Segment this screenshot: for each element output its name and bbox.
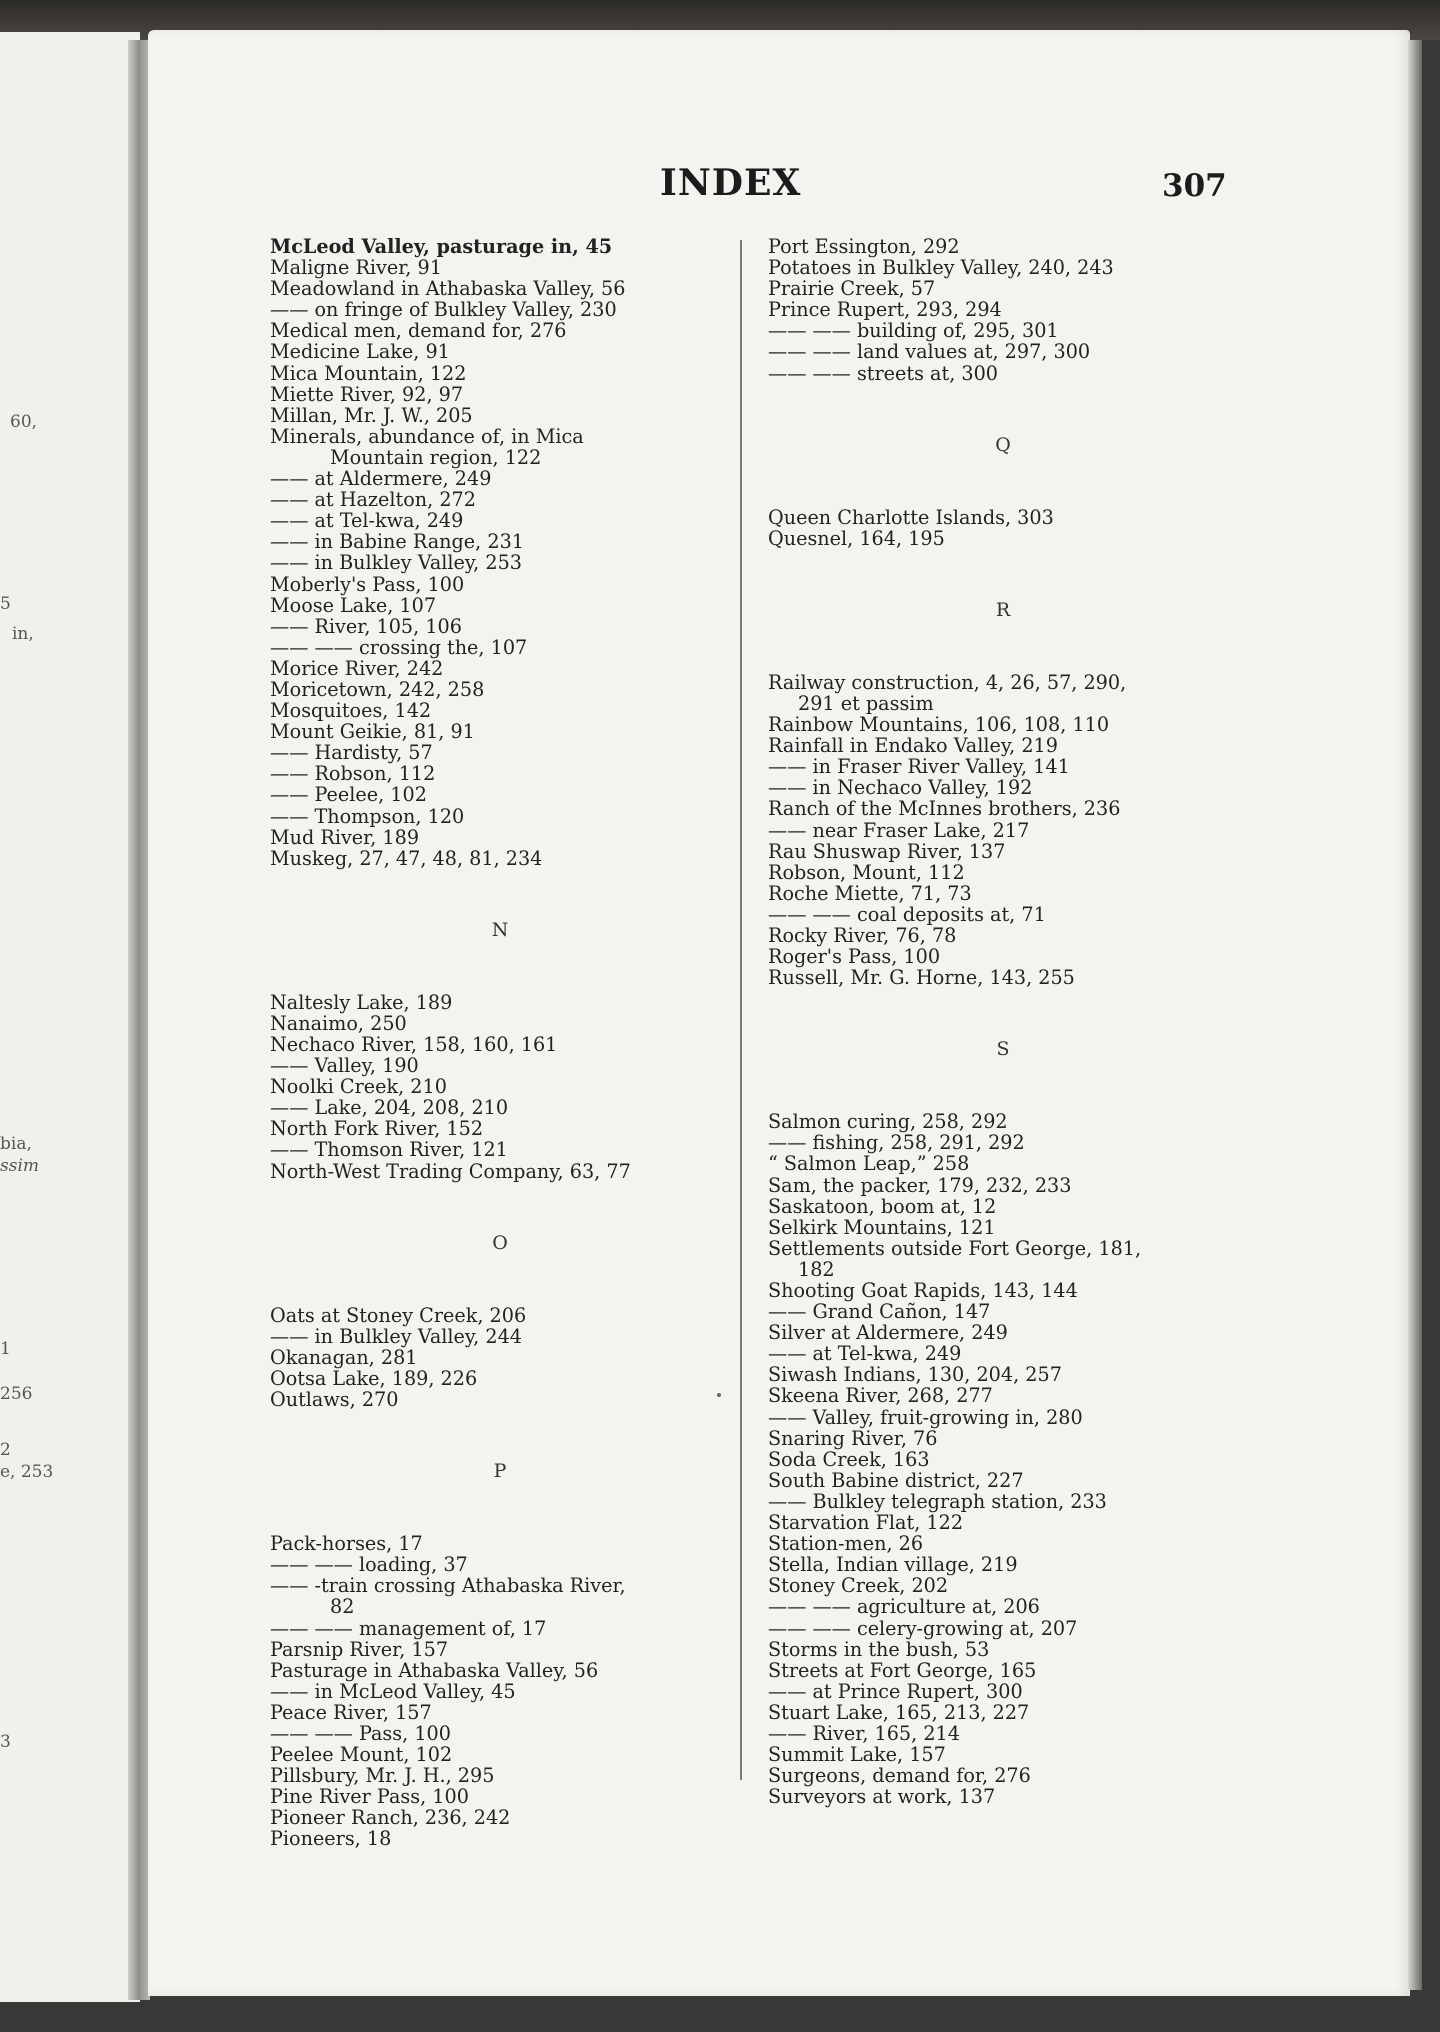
index-entry: Snaring River, 76 bbox=[768, 1426, 938, 1450]
index-entry: Queen Charlotte Islands, 303 bbox=[768, 505, 1054, 529]
index-entry: Morice River, 242 bbox=[270, 656, 444, 680]
index-entry: —— —— streets at, 300 bbox=[768, 361, 999, 385]
facing-page-text: e, 253 bbox=[0, 1462, 54, 1482]
section-letter: R bbox=[995, 598, 1011, 621]
index-entry: Quesnel, 164, 195 bbox=[768, 526, 945, 550]
index-entry: Outlaws, 270 bbox=[270, 1388, 399, 1412]
index-entry: Medical men, demand for, 276 bbox=[270, 319, 567, 343]
index-entry: —— -train crossing Athabaska River, bbox=[270, 1574, 626, 1598]
index-entry: Saskatoon, boom at, 12 bbox=[768, 1194, 997, 1218]
index-entry: Noolki Creek, 210 bbox=[270, 1075, 447, 1099]
index-entry: Russell, Mr. G. Horne, 143, 255 bbox=[768, 966, 1075, 990]
index-entry: Skeena River, 268, 277 bbox=[768, 1384, 993, 1408]
section-letter: Q bbox=[995, 433, 1011, 456]
index-entry: Peace River, 157 bbox=[270, 1700, 432, 1724]
index-entry: Railway construction, 4, 26, 57, 290, bbox=[768, 670, 1127, 694]
index-entry: 82 bbox=[330, 1595, 355, 1619]
index-entry: Mosquitoes, 142 bbox=[270, 699, 432, 723]
index-entry: McLeod Valley, pasturage in, 45 bbox=[270, 235, 613, 258]
index-entry: Ranch of the McInnes brothers, 236 bbox=[768, 797, 1121, 821]
index-entry: Roger's Pass, 100 bbox=[768, 945, 941, 969]
index-entry: Surveyors at work, 137 bbox=[768, 1785, 996, 1809]
index-entry: —— in Babine Range, 231 bbox=[270, 530, 524, 554]
index-entry: Selkirk Mountains, 121 bbox=[768, 1215, 996, 1239]
facing-page-text: 60, bbox=[10, 412, 38, 432]
index-entry: Roche Miette, 71, 73 bbox=[768, 881, 972, 905]
index-entry: Moricetown, 242, 258 bbox=[270, 677, 485, 701]
index-entry: —— River, 165, 214 bbox=[768, 1721, 960, 1745]
section-letter: O bbox=[492, 1231, 508, 1254]
index-entry: —— in Fraser River Valley, 141 bbox=[768, 755, 1070, 779]
index-entry: Pasturage in Athabaska Valley, 56 bbox=[270, 1658, 599, 1682]
index-entry: Starvation Flat, 122 bbox=[768, 1511, 964, 1535]
index-entry: —— Bulkley telegraph station, 233 bbox=[768, 1489, 1107, 1513]
index-entry: —— Robson, 112 bbox=[270, 762, 436, 786]
index-entry: —— —— Pass, 100 bbox=[270, 1721, 451, 1745]
index-entry: Summit Lake, 157 bbox=[768, 1743, 946, 1767]
index-entry: Shooting Goat Rapids, 143, 144 bbox=[768, 1279, 1078, 1302]
index-entry: —— Hardisty, 57 bbox=[270, 741, 433, 765]
index-entry: Stuart Lake, 165, 213, 227 bbox=[768, 1700, 1030, 1724]
index-entry: —— at Prince Rupert, 300 bbox=[768, 1679, 1023, 1703]
index-entry: —— Valley, fruit-growing in, 280 bbox=[768, 1405, 1083, 1429]
index-entry: 291 et passim bbox=[798, 691, 934, 715]
index-entry: Minerals, abundance of, in Mica bbox=[270, 424, 584, 448]
index-entry: —— River, 105, 106 bbox=[270, 614, 462, 638]
index-entry: —— on fringe of Bulkley Valley, 230 bbox=[270, 298, 617, 322]
index-entry: Peelee Mount, 102 bbox=[270, 1743, 453, 1767]
index-entry: North Fork River, 152 bbox=[270, 1117, 484, 1141]
facing-page-text: in, bbox=[12, 624, 34, 644]
page-number: 307 bbox=[1162, 168, 1227, 204]
column-divider bbox=[740, 240, 742, 1780]
index-entry: Rainbow Mountains, 106, 108, 110 bbox=[768, 713, 1110, 737]
index-entry: Moberly's Pass, 100 bbox=[270, 572, 465, 596]
facing-page-text: 2 bbox=[0, 1440, 11, 1460]
index-entry: Rocky River, 76, 78 bbox=[768, 923, 957, 947]
index-entry: Soda Creek, 163 bbox=[768, 1447, 930, 1471]
index-entry: —— in Bulkley Valley, 244 bbox=[270, 1324, 522, 1348]
section-letter: S bbox=[996, 1038, 1010, 1061]
index-entry: Ootsa Lake, 189, 226 bbox=[270, 1366, 478, 1390]
facing-page-text: 3 bbox=[0, 1732, 11, 1752]
index-entry: Port Essington, 292 bbox=[768, 235, 960, 258]
index-entry: —— —— loading, 37 bbox=[270, 1553, 468, 1577]
index-entry: Salmon curing, 258, 292 bbox=[768, 1110, 1008, 1134]
index-entry: Rau Shuswap River, 137 bbox=[768, 839, 1006, 863]
index-entry: Pillsbury, Mr. J. H., 295 bbox=[270, 1764, 495, 1788]
index-entry: —— at Tel-kwa, 249 bbox=[768, 1342, 962, 1366]
index-entry: Moose Lake, 107 bbox=[270, 593, 437, 617]
index-entry: Nanaimo, 250 bbox=[270, 1011, 407, 1035]
index-entry: —— Grand Cañon, 147 bbox=[768, 1300, 991, 1324]
index-entry: Naltesly Lake, 189 bbox=[270, 990, 453, 1014]
book-gutter bbox=[128, 40, 150, 2000]
index-entry: Nechaco River, 158, 160, 161 bbox=[270, 1033, 558, 1056]
index-entry: —— at Tel-kwa, 249 bbox=[270, 509, 464, 533]
page-title: INDEX bbox=[660, 162, 802, 204]
index-entry: —— Thomson River, 121 bbox=[270, 1138, 508, 1162]
index-entry: Oats at Stoney Creek, 206 bbox=[270, 1303, 527, 1327]
index-entry: Silver at Aldermere, 249 bbox=[768, 1321, 1008, 1345]
index-entry: —— —— building of, 295, 301 bbox=[768, 319, 1059, 343]
index-column-right bbox=[768, 236, 1238, 1807]
index-entry: Robson, Mount, 112 bbox=[768, 860, 965, 884]
section-letter: P bbox=[493, 1460, 507, 1483]
index-entry: Pack-horses, 17 bbox=[270, 1532, 423, 1556]
index-entry: Mount Geikie, 81, 91 bbox=[270, 720, 475, 744]
index-entry: Storms in the bush, 53 bbox=[768, 1637, 990, 1661]
index-entry: Mud River, 189 bbox=[270, 825, 420, 849]
index-entry: —— Peelee, 102 bbox=[270, 783, 427, 807]
index-entry: 182 bbox=[798, 1257, 835, 1281]
facing-page-text: 5 bbox=[0, 594, 11, 614]
index-entry: —— —— agriculture at, 206 bbox=[768, 1595, 1040, 1619]
index-entry: —— near Fraser Lake, 217 bbox=[768, 818, 1030, 842]
index-entry: —— at Aldermere, 249 bbox=[270, 467, 492, 491]
index-entry: Prince Rupert, 293, 294 bbox=[768, 298, 1002, 322]
index-entry: Stoney Creek, 202 bbox=[768, 1574, 949, 1598]
index-entry: Okanagan, 281 bbox=[270, 1345, 418, 1369]
index-entry: —— in McLeod Valley, 45 bbox=[270, 1679, 516, 1703]
facing-page-text: bia, bbox=[0, 1134, 32, 1154]
index-column-left bbox=[270, 236, 730, 1850]
facing-page-text: 256 bbox=[0, 1384, 33, 1404]
facing-page-text: 1 bbox=[0, 1339, 11, 1359]
index-entry: Rainfall in Endako Valley, 219 bbox=[768, 734, 1058, 758]
index-entry: Muskeg, 27, 47, 48, 81, 234 bbox=[270, 846, 543, 870]
index-entry: —— —— crossing the, 107 bbox=[270, 635, 528, 659]
index-entry: Maligne River, 91 bbox=[270, 256, 442, 280]
index-entry: Pioneers, 18 bbox=[270, 1827, 392, 1851]
index-entry: Surgeons, demand for, 276 bbox=[768, 1764, 1031, 1788]
index-entry: —— in Nechaco Valley, 192 bbox=[768, 776, 1033, 800]
index-entry: Miette River, 92, 97 bbox=[270, 382, 464, 406]
facing-page bbox=[0, 32, 140, 2002]
facing-page-text: ssim bbox=[0, 1156, 40, 1176]
index-entry: South Babine district, 227 bbox=[768, 1468, 1024, 1492]
index-entry: Settlements outside Fort George, 181, bbox=[768, 1236, 1142, 1260]
index-entry: “ Salmon Leap,” 258 bbox=[768, 1152, 970, 1176]
index-entry: Potatoes in Bulkley Valley, 240, 243 bbox=[768, 256, 1114, 280]
index-entry: Mountain region, 122 bbox=[330, 445, 542, 469]
index-entry: Pioneer Ranch, 236, 242 bbox=[270, 1806, 511, 1830]
index-entry: —— fishing, 258, 291, 292 bbox=[768, 1131, 1025, 1155]
index-entry: —— Lake, 204, 208, 210 bbox=[270, 1096, 509, 1120]
index-entry: Stella, Indian village, 219 bbox=[768, 1553, 1018, 1577]
index-entry: —— Thompson, 120 bbox=[270, 804, 465, 828]
index-entry: Millan, Mr. J. W., 205 bbox=[270, 403, 473, 427]
index-entry: Siwash Indians, 130, 204, 257 bbox=[768, 1363, 1062, 1387]
index-entry: North-West Trading Company, 63, 77 bbox=[270, 1159, 631, 1183]
index-entry: Medicine Lake, 91 bbox=[270, 340, 450, 364]
index-entry: —— —— coal deposits at, 71 bbox=[768, 902, 1046, 926]
index-entry: Streets at Fort George, 165 bbox=[768, 1658, 1037, 1682]
index-entry: —— Valley, 190 bbox=[270, 1054, 419, 1078]
index-entry: Parsnip River, 157 bbox=[270, 1637, 449, 1661]
index-entry: —— —— land values at, 297, 300 bbox=[768, 340, 1091, 364]
section-letter: N bbox=[491, 918, 509, 941]
index-entry: Meadowland in Athabaska Valley, 56 bbox=[270, 277, 626, 301]
index-entry: —— at Hazelton, 272 bbox=[270, 488, 476, 512]
index-entry: —— in Bulkley Valley, 253 bbox=[270, 551, 522, 575]
index-entry: —— —— management of, 17 bbox=[270, 1616, 547, 1640]
index-entry: Prairie Creek, 57 bbox=[768, 277, 936, 301]
index-entry: Pine River Pass, 100 bbox=[270, 1785, 469, 1809]
page-edge bbox=[1408, 40, 1422, 1990]
index-entry: Mica Mountain, 122 bbox=[270, 361, 467, 385]
index-entry: —— —— celery-growing at, 207 bbox=[768, 1616, 1078, 1640]
index-entry: Sam, the packer, 179, 232, 233 bbox=[768, 1173, 1072, 1197]
index-entry: Station-men, 26 bbox=[768, 1532, 924, 1556]
